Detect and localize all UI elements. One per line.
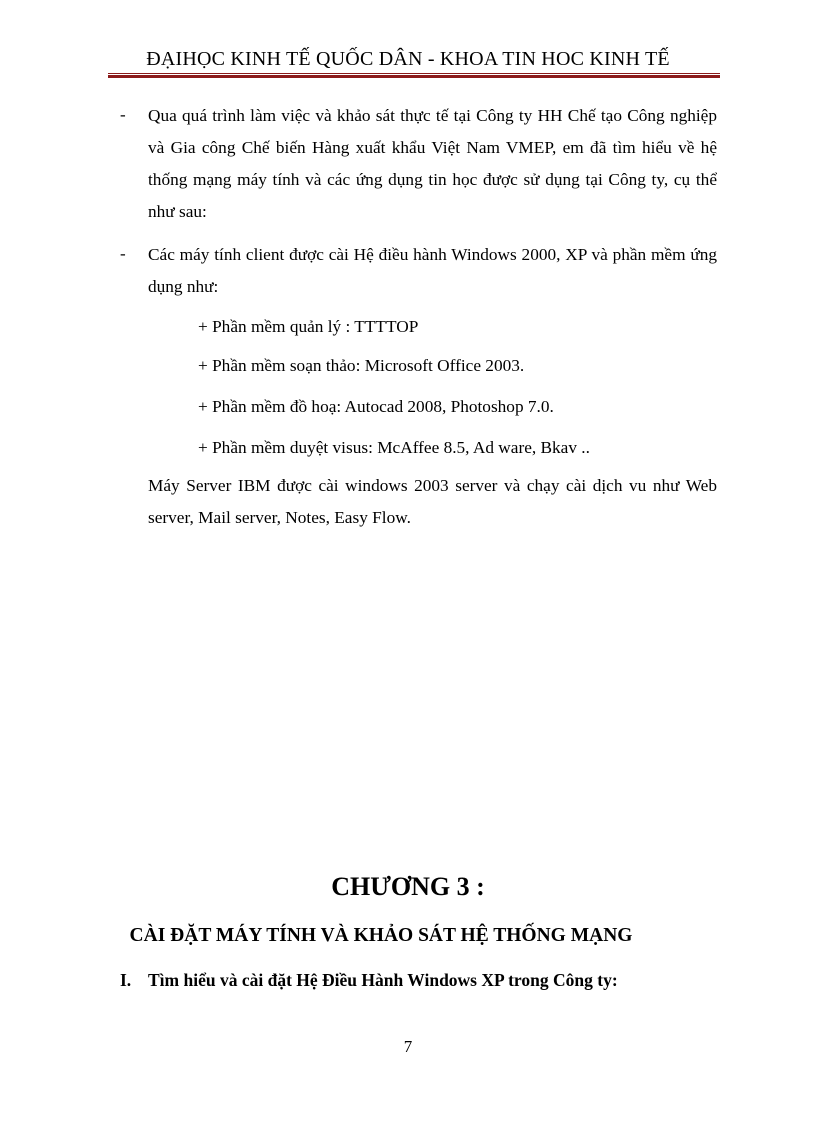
- header-divider-thick-line: [108, 75, 720, 78]
- paragraph-1-text: Qua quá trình làm việc và khảo sát thực tế tại Công ty HH Chế tạo Công nghiệp và Gia công Chế biến Hàng xuất khẩu Việt Nam VMEP, em đã tìm hiểu về hệ thống mạng máy tính và các ứng dụng tin học được sử dụng tại Công ty, cụ thể như sau:: [148, 106, 717, 221]
- chapter-subtitle: CÀI ĐẶT MÁY TÍNH VÀ KHẢO SÁT HỆ THỐNG MẠNG: [129, 925, 633, 946]
- header-divider-thin-line: [108, 73, 720, 74]
- section-heading: [120, 970, 618, 991]
- server-paragraph: Máy Server IBM được cài windows 2003 server và chạy cài dịch vu như Web server, Mail server, Notes, Easy Flow.: [148, 476, 717, 527]
- chapter-title: CHƯƠNG 3 :: [331, 872, 485, 901]
- software-item-management: + Phần mềm quản lý : TTTTOP: [198, 317, 419, 336]
- section-number: I.: [120, 970, 132, 990]
- software-item-office: + Phần mềm soạn thảo: Microsoft Office 2003.: [198, 356, 525, 375]
- section-title: Tìm hiểu và cài đặt Hệ Điều Hành Windows XP trong Công ty:: [148, 970, 618, 990]
- paragraph-1-bullet: -: [120, 105, 126, 124]
- paragraph-2-text: Các máy tính client được cài Hệ điều hành Windows 2000, XP và phần mềm ứng dụng như:: [148, 245, 717, 296]
- paragraph-2-bullet: -: [120, 244, 126, 263]
- software-item-antivirus: + Phần mềm duyệt visus: McAffee 8.5, Ad ware, Bkav ..: [198, 438, 590, 457]
- software-item-graphics: + Phần mềm đồ hoạ: Autocad 2008, Photoshop 7.0.: [198, 397, 554, 416]
- header-divider: [108, 73, 720, 79]
- page-number: 7: [403, 1037, 413, 1056]
- header-title: ĐẠIHỌC KINH TẾ QUỐC DÂN - KHOA TIN HOC KINH TẾ: [146, 48, 670, 70]
